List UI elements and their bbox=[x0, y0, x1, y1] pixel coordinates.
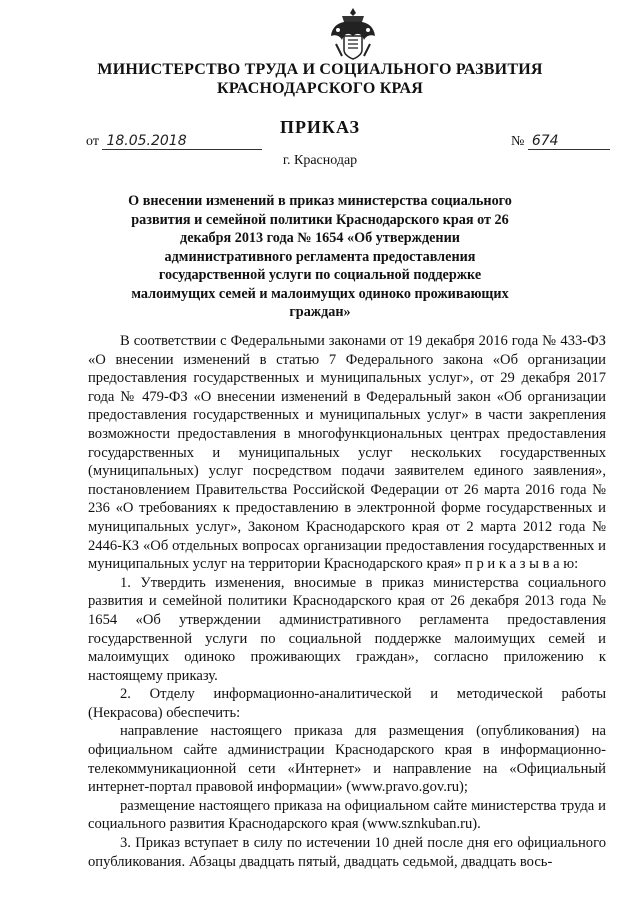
document-type-title: ПРИКАЗ bbox=[279, 117, 361, 137]
document-body bbox=[88, 332, 606, 871]
paragraph-item-2-sub-2: размещение настоящего приказа на официальном сайте министерства труда и социального развития Краснодарского края (www.sznkuban.ru). bbox=[88, 797, 606, 833]
document-subject: О внесении изменений в приказ министерства социального развития и семейной политики Краснодарского края от 26 декабря 2013 года № 1654 «Об утверждении административного регламента предоставления государственной услуги по социальной поддержке малоимущих семей и малоимущих одиноко проживающих граждан» bbox=[128, 193, 512, 320]
city: г. Краснодар bbox=[282, 153, 358, 168]
ministry-name-line2: КРАСНОДАРСКОГО КРАЯ bbox=[217, 80, 423, 97]
number-prefix: № bbox=[511, 134, 525, 149]
coat-of-arms-emblem-icon bbox=[328, 6, 378, 62]
number-value: 674 bbox=[528, 133, 610, 150]
date-field bbox=[86, 133, 262, 150]
paragraph-item-2: 2. Отделу информационно-аналитической и методической работы (Некрасова) обеспечить: bbox=[88, 686, 606, 721]
date-value: 18.05.2018 bbox=[102, 133, 262, 150]
paragraph-item-1: 1. Утвердить изменения, вносимые в приказ министерства социального развития и семейной политики Краснодарского края от 26 декабря 2013 года № 1654 «Об утверждении административного регламента предоставления государственной услуги по социальной поддержке малоимущих семей и малоимущих одиноко проживающих граждан», согласно приложению к настоящему приказу. bbox=[88, 574, 606, 684]
date-prefix: от bbox=[86, 134, 99, 149]
number-field bbox=[511, 133, 610, 150]
paragraph-item-2-sub-1: направление настоящего приказа для размещения (опубликования) на официальном сайте администрации Краснодарского края в информационно-телекоммуникационной сети «Интернет» и направление на «Официальный интернет-портал правовой информации» (www.pravo.gov.ru); bbox=[88, 723, 606, 796]
paragraph-preamble: В соответствии с Федеральными законами от 19 декабря 2016 года № 433-ФЗ «О внесении изменений в статью 7 Федерального закона «Об организации предоставления государственных и муниципальных услуг», от 29 декабря 2017 года № 479-ФЗ «О внесении изменений в Федеральный закон «Об организации предоставления государственных и муниципальных услуг» в части закрепления возможности предоставления в многофункциональных центрах предоставления государственных и муниципальных услуг нескольких государственных (муниципальных) услуг посредством подачи заявителем единого заявления», постановлением Правительства Российской Федерации от 26 марта 2016 года № 236 «О требованиях к предоставлению в электронной форме государственных и муниципальных услуг», Законом Краснодарского края от 2 марта 2012 года № 2446-КЗ «Об отдельных вопросах организации предоставления государственных и муниципальных услуг на территории Краснодарского края» п р и к а з ы в а ю: bbox=[88, 333, 606, 573]
ministry-name-line1: МИНИСТЕРСТВО ТРУДА И СОЦИАЛЬНОГО РАЗВИТИЯ bbox=[97, 61, 543, 78]
paragraph-item-3: 3. Приказ вступает в силу по истечении 10 дней после дня его официального опубликования. Абзацы двадцать пятый, двадцать седьмой, двадцать вось- bbox=[88, 835, 606, 870]
